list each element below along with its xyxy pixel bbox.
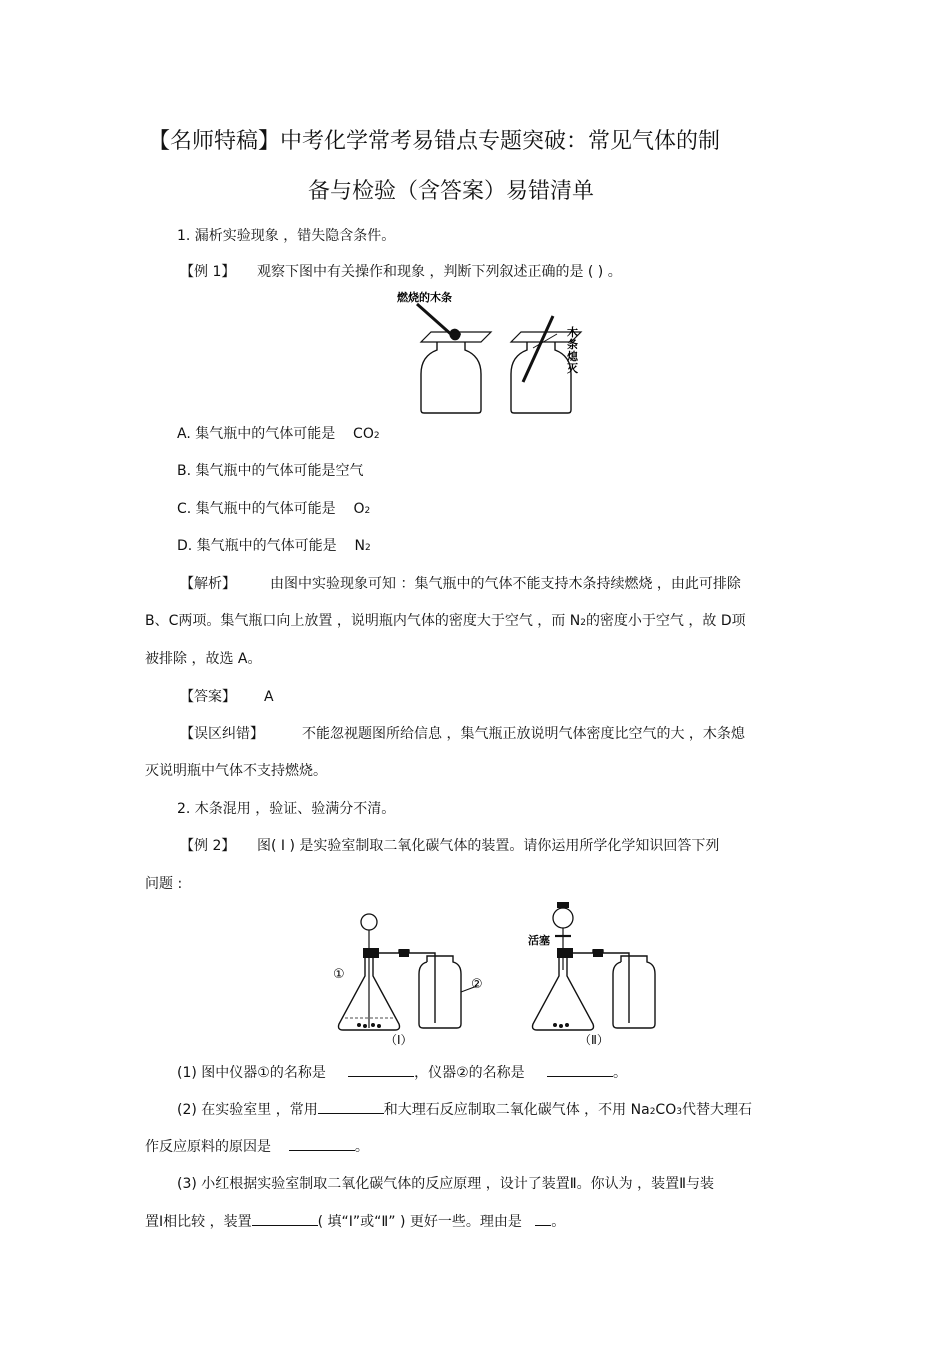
answer-label: 【答案】 <box>180 689 236 705</box>
analysis-label: 【解析】 <box>180 576 236 592</box>
burning-splint-label: 燃烧的木条 <box>397 291 452 304</box>
section1-heading: 1. 漏析实验现象 ，错失隐含条件。 <box>177 228 396 244</box>
question-2-line1: (2) 在实验室里 ，常用 和大理石反应制取二氧化碳气体 ，不用 Na2CO3代替大理石 <box>177 1102 752 1118</box>
mark-2: ② <box>471 977 483 992</box>
option-b: B. 集气瓶中的气体可能是空气 <box>177 463 364 479</box>
answer-blank-1-1[interactable] <box>348 1063 414 1077</box>
delivery-tube-1 <box>375 950 435 1023</box>
caption-1: （Ⅰ） <box>385 1033 413 1047</box>
splint-out-label-1: 木 <box>567 326 578 339</box>
splint-out-label-2: 条 <box>567 338 578 351</box>
gas-jar-2 <box>419 956 461 1028</box>
splint-out-label-3: 熄 <box>567 350 578 363</box>
gas-jar-3 <box>613 956 655 1028</box>
separatory-funnel <box>553 908 573 928</box>
option-d: D. 集气瓶中的气体可能是 N2 <box>177 538 371 554</box>
mistake-label: 【误区纠错】 <box>180 726 264 742</box>
answer-blank-3-1[interactable] <box>252 1212 318 1226</box>
mark-1: ① <box>333 967 345 982</box>
question-3-line1: (3) 小红根据实验室制取二氧化碳气体的反应原理 ，设计了装置Ⅱ。你认为 ，装置Ⅱ与装 <box>177 1176 714 1192</box>
mistake-line1: 不能忽视题图所给信息 ，集气瓶正放说明气体密度比空气的大 ，木条熄 <box>302 726 745 742</box>
answer-value: A <box>264 689 274 705</box>
page-title-line2: 备与检验（含答案）易错清单 <box>308 179 595 204</box>
section2-heading: 2. 木条混用 ，验证、验满分不清。 <box>177 801 396 817</box>
example1-question: 观察下图中有关操作和现象 ，判断下列叙述正确的是 ( ) 。 <box>257 264 622 280</box>
example2-label: 【例 2】 <box>180 838 236 854</box>
example1-label: 【例 1】 <box>180 264 236 280</box>
question-1: (1) 图中仪器①的名称是 ，仪器②的名称是 。 <box>177 1065 627 1081</box>
delivery-tube-2 <box>569 950 629 1023</box>
answer-blank-1-2[interactable] <box>547 1063 613 1077</box>
gas-jar-right <box>511 342 571 413</box>
gas-jar-figure <box>395 290 595 418</box>
flame-icon <box>449 329 461 341</box>
example2-question-line1: 图( Ⅰ ) 是实验室制取二氧化碳气体的装置。请你运用所学化学知识回答下列 <box>257 838 720 854</box>
question-3-line2: 置Ⅰ相比较 ，装置 ( 填“Ⅰ”或“Ⅱ” ) 更好一些。理由是 。 <box>145 1214 566 1230</box>
question-2-line2: 作反应原料的原因是 。 <box>145 1139 369 1155</box>
co2-apparatus-figure <box>325 900 670 1050</box>
analysis-line1: 由图中实验现象可知 ：集气瓶中的气体不能支持木条持续燃烧 ，由此可排除 <box>270 576 741 592</box>
gas-jar-left <box>421 342 481 413</box>
stopcock-label: 活塞 <box>528 934 550 947</box>
page-title-line1: 【名师特稿】中考化学常考易错点专题突破：常见气体的制 <box>148 129 721 154</box>
splint-out-label-4: 灭 <box>567 362 578 375</box>
example2-question-line2: 问题 : <box>145 876 183 892</box>
long-neck-funnel <box>361 914 377 930</box>
caption-2: （Ⅱ） <box>579 1033 609 1047</box>
burning-splint <box>417 304 453 336</box>
analysis-line2: B、C两项。集气瓶口向上放置 ，说明瓶内气体的密度大于空气 ，而 N2的密度小于空气 ，故 D项 <box>145 613 746 629</box>
answer-blank-2-2[interactable] <box>289 1137 355 1151</box>
mistake-line2: 灭说明瓶中气体不支持燃烧。 <box>145 763 327 779</box>
answer-blank-3-2[interactable] <box>535 1212 551 1226</box>
answer-blank-2-1[interactable] <box>318 1100 384 1114</box>
option-a: A. 集气瓶中的气体可能是 CO2 <box>177 426 380 442</box>
option-c: C. 集气瓶中的气体可能是 O2 <box>177 501 371 517</box>
analysis-line3: 被排除 ，故选 A。 <box>145 651 262 667</box>
